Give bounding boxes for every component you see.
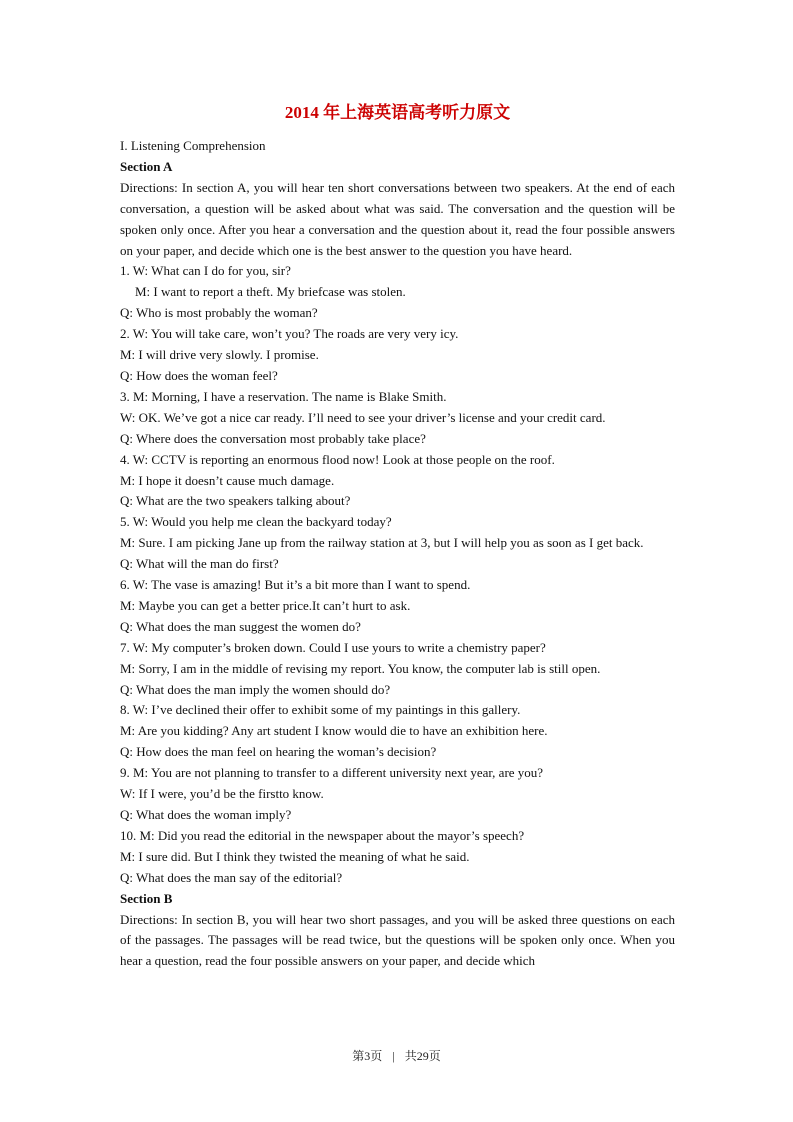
- question-line: Q: What does the woman imply?: [120, 807, 292, 822]
- dialogue-line: M: Maybe you can get a better price.It can’t hurt to ask.: [120, 597, 411, 613]
- document-body: [120, 136, 675, 972]
- dialogue-line: M: Are you kidding? Any art student I know would die to have an exhibition here.: [120, 723, 548, 739]
- page-footer: [0, 1047, 793, 1064]
- page-number: 第3页: [352, 1049, 383, 1063]
- question-line: Q: What does the man imply the women should do?: [120, 681, 391, 697]
- dialogue-line: 4. W: CCTV is reporting an enormous flood now! Look at those people on the roof.: [120, 451, 555, 467]
- question-line: Q: What does the man say of the editorial?: [120, 869, 343, 885]
- dialogue-line: 9. M: You are not planning to transfer to a different university next year, are you?: [120, 765, 544, 781]
- dialogue-line: M: I will drive very slowly. I promise.: [120, 347, 319, 363]
- question-line: Q: Who is most probably the woman?: [120, 305, 318, 321]
- dialogue-line: 8. W: I’ve declined their offer to exhibit some of my paintings in this gallery.: [120, 702, 521, 718]
- dialogue-line: W: OK. We’ve got a nice car ready. I’ll need to see your driver’s license and your credit card.: [120, 409, 606, 425]
- dialogue-line: 10. M: Did you read the editorial in the newspaper about the mayor’s speech?: [120, 827, 525, 843]
- dialogue-line: M: Sure. I am picking Jane up from the railway station at 3, but I will help you as soon as I get back.: [120, 535, 644, 551]
- dialogue-line: M: I hope it doesn’t cause much damage.: [120, 472, 335, 488]
- question-line: Q: How does the woman feel?: [120, 367, 278, 383]
- dialogue-line: M: I sure did. But I think they twisted the meaning of what he said.: [120, 848, 470, 864]
- heading-section-b: Section B: [120, 890, 173, 906]
- heading-listening-comprehension: I. Listening Comprehension: [120, 138, 266, 153]
- document-title: 2014 年上海英语高考听力原文: [284, 103, 511, 122]
- question-line: Q: What does the man suggest the women do?: [120, 618, 361, 634]
- dialogue-line: 1. W: What can I do for you, sir?: [120, 263, 291, 279]
- question-line: Q: What will the man do first?: [120, 556, 279, 572]
- dialogue-line: M: Sorry, I am in the middle of revising my report. You know, the computer lab is still open.: [120, 660, 601, 676]
- question-line: Q: What are the two speakers talking about?: [120, 493, 351, 509]
- footer-separator: |: [392, 1049, 395, 1063]
- dialogue-line: 2. W: You will take care, won’t you? The roads are very very icy.: [120, 326, 459, 342]
- heading-section-a: Section A: [120, 158, 173, 174]
- directions-section-b: Directions: In section B, you will hear two short passages, and you will be asked three questions on each of the passages. The passages will be read twice, but the questions will be spoken only once. When you hear a question, read the four possible answers on your paper, and decide which: [120, 911, 675, 969]
- dialogue-line: M: I want to report a theft. My briefcase was stolen.: [135, 284, 406, 300]
- total-pages: 共29页: [404, 1049, 441, 1063]
- dialogue-line: 5. W: Would you help me clean the backyard today?: [120, 514, 392, 530]
- dialogue-line: W: If I were, you’d be the firstto know.: [120, 786, 324, 802]
- dialogue-line: 3. M: Morning, I have a reservation. The name is Blake Smith.: [120, 388, 447, 404]
- question-line: Q: How does the man feel on hearing the woman’s decision?: [120, 744, 437, 760]
- dialogue-line: 7. W: My computer’s broken down. Could I use yours to write a chemistry paper?: [120, 639, 546, 655]
- directions-section-a: Directions: In section A, you will hear ten short conversations between two speakers. At the end of each conversation, a question will be asked about what was said. The conversation and the question will be spoken only once. After you hear a conversation and the question about it, read the four possible answers on your paper, and decide which one is the best answer to the question you have heard.: [120, 179, 675, 258]
- question-line: Q: Where does the conversation most probably take place?: [120, 430, 426, 446]
- dialogue-line: 6. W: The vase is amazing! But it’s a bit more than I want to spend.: [120, 577, 471, 593]
